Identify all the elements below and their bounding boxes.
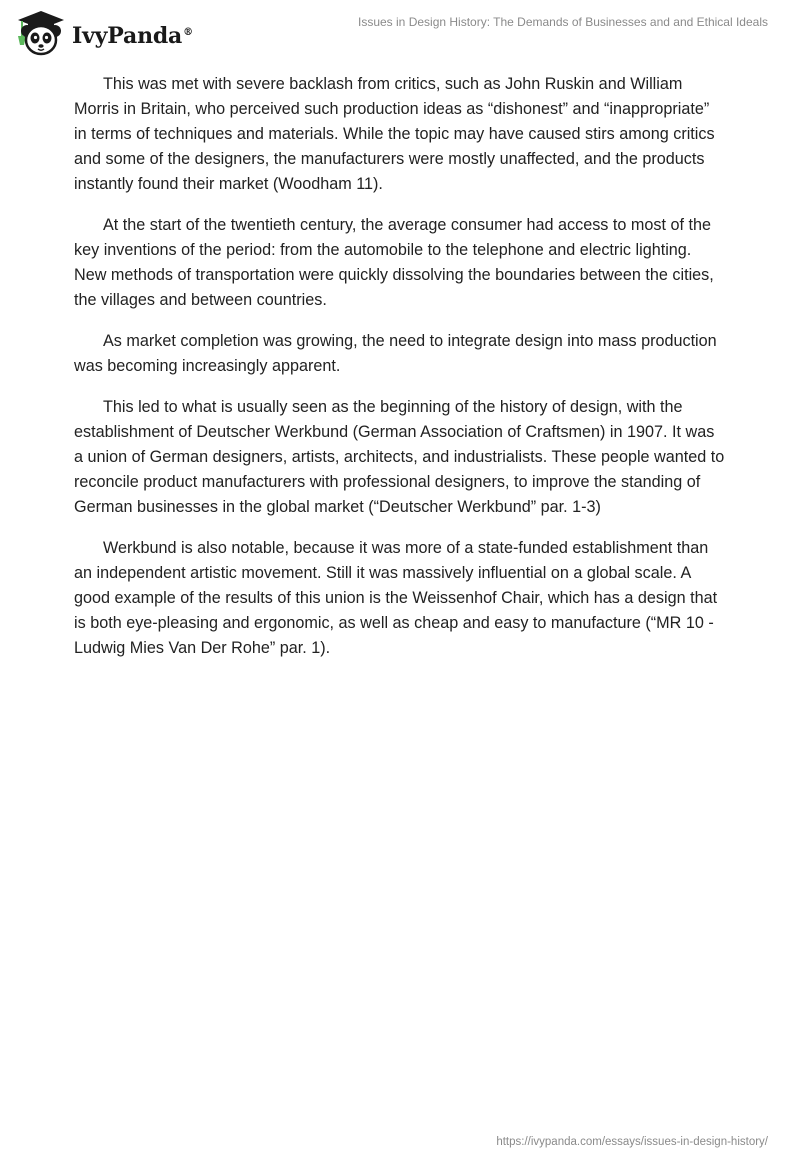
paragraph: Werkbund is also notable, because it was more of a state-funded establishment than an independent artistic movement. Still it was massively influential on a global scale. A good example of the results of this union is the Weissenhof Chair, which has a design that is both eye-pleasing and ergonomic, as well as cheap and easy to manufacture (“MR 10 - Ludwig Mies Van Der Rohe” par. 1). <box>74 539 718 657</box>
brand-logo[interactable] <box>14 9 193 57</box>
paragraph: At the start of the twentieth century, the average consumer had access to most of the key inventions of the period: from the automobile to the telephone and electric lighting. New methods of transportation were quickly dissolving the boundaries between the cities, the villages and between countries. <box>74 216 714 309</box>
panda-graduation-cap-icon <box>14 9 68 57</box>
essay-body <box>74 72 726 677</box>
paragraph: This was met with severe backlash from critics, such as John Ruskin and William Morris in Britain, who perceived such production ideas as “dishonest” and “inappropriate” in terms of techniques and materials. While the topic may have caused stirs among critics and some of the designers, the manufacturers were mostly unaffected, and the products instantly found their market (Woodham 11). <box>74 75 715 193</box>
page-header <box>0 0 800 60</box>
document-title: Issues in Design History: The Demands of Businesses and and Ethical Ideals <box>358 15 768 29</box>
paragraph: This led to what is usually seen as the beginning of the history of design, with the establishment of Deutscher Werkbund (German Association of Craftsmen) in 1907. It was a union of German designers, artists, architects, and industrialists. These people wanted to reconcile product manufacturers with professional designers, to improve the standing of German businesses in the global market (“Deutscher Werkbund” par. 1-3) <box>74 398 725 516</box>
source-url-link[interactable]: https://ivypanda.com/essays/issues-in-design-history/ <box>496 1136 768 1148</box>
brand-name: IvyPanda® <box>72 23 193 49</box>
paragraph: As market completion was growing, the need to integrate design into mass production was becoming increasingly apparent. <box>74 332 717 375</box>
registered-mark: ® <box>183 26 193 38</box>
